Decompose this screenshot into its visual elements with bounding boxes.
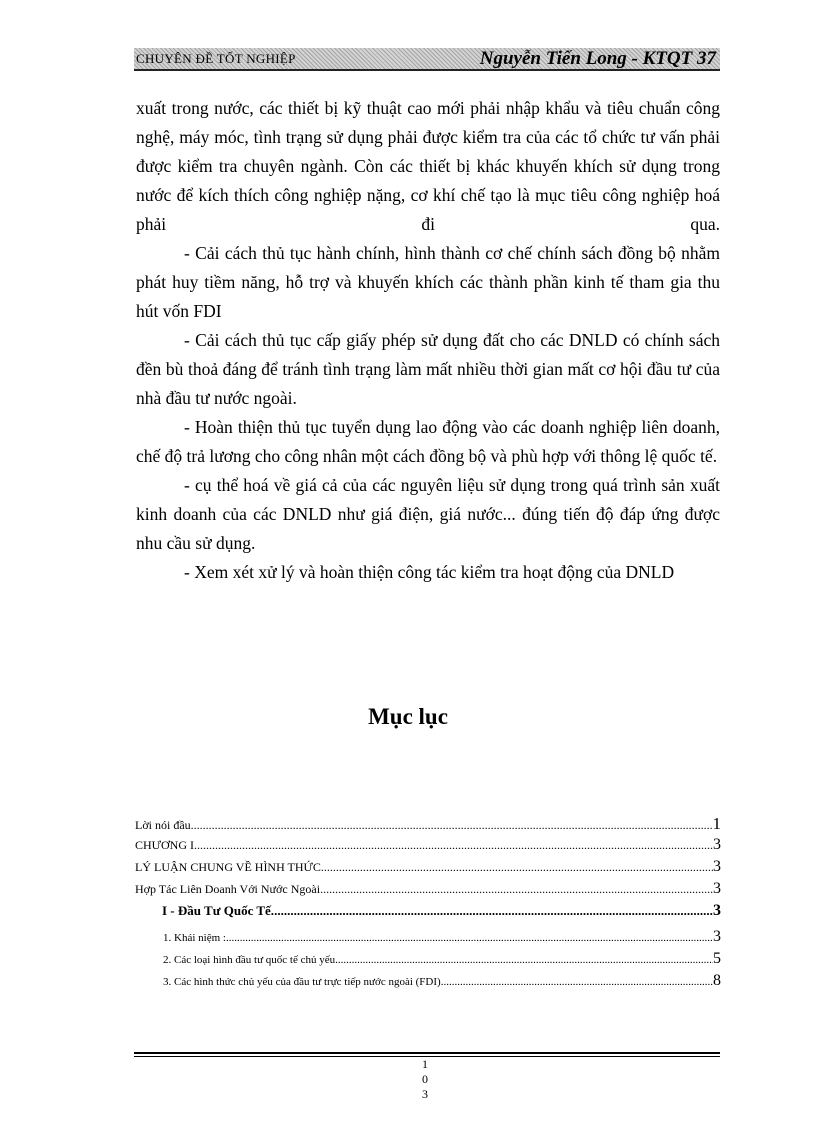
paragraph: - cụ thể hoá về giá cả của các nguyên liệu sử dụng trong quá trình sản xuất kinh doanh của các DNLD như giá điện, giá nước... đúng tiến độ đáp ứng được nhu cầu sử dụng. (136, 475, 720, 553)
toc-leader-dots (441, 976, 713, 988)
toc-entry[interactable] (135, 972, 721, 994)
toc-entry-label: 2. Các loại hình đầu tư quốc tế chủ yếu. (163, 954, 338, 966)
body-text (136, 94, 720, 587)
page-number-digit: 1 (422, 1057, 428, 1071)
toc-entry-page: 3 (713, 836, 721, 853)
paragraph: xuất trong nước, các thiết bị kỹ thuật cao mới phải nhập khẩu và tiêu chuẩn công nghệ, máy móc, tình trạng sử dụng phải được kiểm tra của các tổ chức tư vấn phải được kiểm tra chuyên ngành. Còn các thiết bị khác khuyến khích sử dụng trong nước để kích thích công nghiệp nặng, cơ khí chế tạo là mục tiêu công nghiệp hoá phải đi qua. (136, 98, 720, 234)
paragraph: - Cải cách thủ tục cấp giấy phép sử dụng đất cho các DNLD có chính sách đền bù thoả đáng để tránh tình trạng làm mất nhiều thời gian mất cơ hội đầu tư của nhà đầu tư nước ngoài. (136, 330, 720, 408)
toc-entry-label: LÝ LUẬN CHUNG VỀ HÌNH THỨC (135, 860, 321, 874)
toc-leader-dots (338, 954, 713, 966)
paragraph: - Hoàn thiện thủ tục tuyển dụng lao động vào các doanh nghiệp liên doanh, chế độ trả lương cho công nhân một cách đồng bộ và phù hợp với thông lệ quốc tế. (136, 417, 720, 466)
toc-entry-label: I - Đầu Tư Quốc Tế. (162, 903, 275, 918)
toc-entry-label: 3. Các hình thức chủ yếu của đầu tư trực tiếp nước ngoài (FDI) (163, 976, 441, 988)
footer-rule (134, 1052, 720, 1054)
toc-leader-dots (226, 932, 713, 944)
header-author: Nguyễn Tiến Long - KTQT 37 (479, 48, 716, 69)
toc-entry-label: Hợp Tác Liên Doanh Với Nước Ngoài (135, 882, 321, 896)
toc-entry-page: 1 (712, 814, 721, 833)
toc-entry[interactable] (135, 880, 721, 902)
toc-entry[interactable] (135, 836, 721, 858)
toc-entry-label: CHƯƠNG I (135, 838, 194, 852)
toc-leader-dots (194, 838, 713, 853)
toc-entry[interactable] (135, 902, 721, 928)
toc-leader-dots (274, 903, 713, 919)
toc-entry[interactable] (135, 814, 721, 836)
toc-entry[interactable] (135, 950, 721, 972)
paragraph: - Xem xét xử lý và hoàn thiện công tác kiểm tra hoạt động của DNLD (184, 562, 675, 582)
toc-entry[interactable] (135, 928, 721, 950)
toc-entry-page: 3 (713, 858, 721, 875)
toc-entry-page: 3 (713, 902, 721, 919)
toc-entry-label: 1. Khái niệm : (163, 932, 226, 944)
toc-entry-label: Lời nói đầu (135, 818, 191, 832)
toc-title: Mục lục (368, 704, 448, 729)
toc-leader-dots (321, 860, 713, 875)
toc-leader-dots (320, 882, 713, 897)
page-number-digit: 3 (422, 1087, 428, 1101)
page-number (0, 1057, 816, 1102)
paragraph: - Cải cách thủ tục hành chính, hình thành cơ chế chính sách đồng bộ nhằm phát huy tiềm năng, hỗ trợ và khuyến khích các thành phần kinh tế tham gia thu hút vốn FDI (136, 243, 720, 321)
toc-entry-page: 3 (713, 880, 721, 897)
page-header (134, 48, 720, 71)
toc-entry-page: 3 (713, 928, 721, 945)
toc-entry-page: 5 (713, 950, 721, 967)
header-left-text: CHUYÊN ĐỀ TỐT NGHIỆP (136, 51, 296, 66)
page-number-digit: 0 (422, 1072, 428, 1086)
toc-entry[interactable] (135, 858, 721, 880)
toc-leader-dots (191, 818, 713, 833)
toc-entry-page: 8 (713, 972, 721, 989)
table-of-contents (135, 814, 721, 994)
